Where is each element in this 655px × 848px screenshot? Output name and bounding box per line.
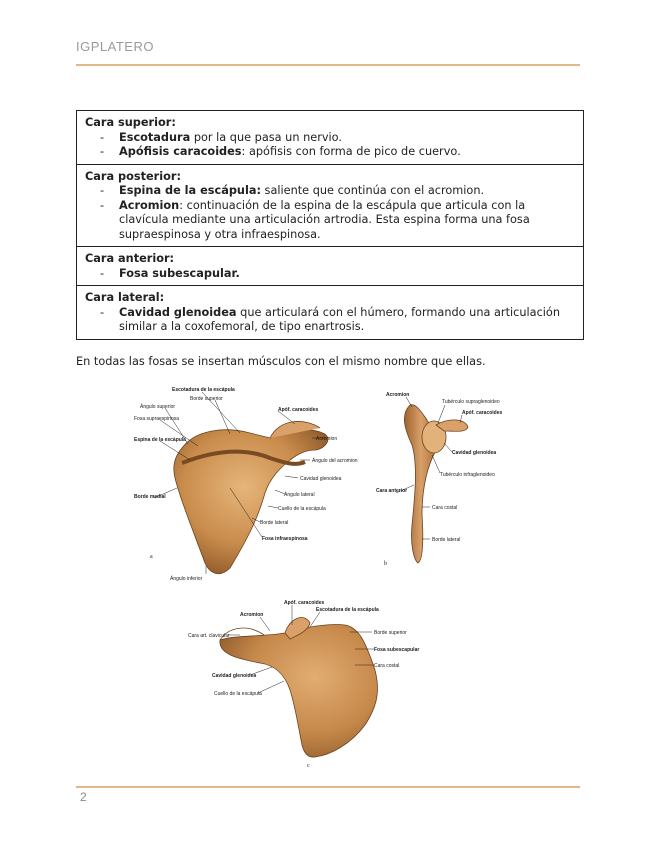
bullet-dash: - xyxy=(99,184,105,197)
label-a-borde-medial: Borde medial xyxy=(134,494,166,500)
label-b-cara-anterior: Cara anterior xyxy=(376,488,408,494)
face-title: Cara superior: xyxy=(85,116,176,129)
face-item xyxy=(85,184,577,199)
bullet-dash: - xyxy=(99,145,105,158)
face-item-description: : continuación de la espina de la escápula que articula con la clavícula mediante una articulación artrodia. Esta espina forma una fosa supraespinosa y otra infraespinosa. xyxy=(119,198,530,241)
bullet-dash: - xyxy=(99,130,105,144)
face-title: Cara lateral: xyxy=(85,291,165,304)
label-a-acromion: Acromion xyxy=(316,436,338,442)
label-b-tuberculo-infra: Tubérculo infraglenoideo xyxy=(440,472,495,478)
label-c-acromion: Acromion xyxy=(240,612,264,618)
intro-paragraph: En todas las fosas se insertan músculos con el mismo nombre que ellas. xyxy=(76,355,486,368)
figure-lateral-view xyxy=(370,385,530,570)
face-cell xyxy=(77,286,584,340)
face-item-description: : apófisis con forma de pico de cuervo. xyxy=(241,145,461,158)
label-a-angulo-lateral: Ángulo lateral xyxy=(284,492,315,498)
label-a-angulo-acromion: Ángulo del acromion xyxy=(312,458,358,464)
document-header-title: IGPLATERO xyxy=(76,39,154,54)
face-cell xyxy=(77,247,584,286)
face-item-term: Cavidad glenoidea xyxy=(119,305,237,319)
label-b-cavidad-glenoidea: Cavidad glenoidea xyxy=(452,450,497,456)
bullet-dash: - xyxy=(99,198,105,212)
face-item-description: saliente que continúa con el acromion. xyxy=(260,184,485,197)
figure-posterior-view xyxy=(120,378,365,583)
face-row xyxy=(77,286,584,340)
label-b-acromion: Acromion xyxy=(386,392,410,398)
label-a-fosa-supra: Fosa supraespinosa xyxy=(134,416,180,422)
face-title: Cara posterior: xyxy=(85,169,181,183)
label-a-cavidad-glenoidea: Cavidad glenoidea xyxy=(300,476,342,482)
label-c-cara-articular: Cara art. clavicular xyxy=(188,633,230,639)
face-item xyxy=(85,145,577,160)
label-b-apof-caracoides: Apóf. caracoides xyxy=(462,410,503,416)
label-a-angulo-superior: Ángulo superior xyxy=(140,404,176,410)
face-title: Cara anterior: xyxy=(85,252,175,265)
label-b-borde-lateral: Borde lateral xyxy=(432,537,461,543)
face-item-term: Escotadura xyxy=(119,130,191,144)
label-c-cara-costal: Cara costal xyxy=(374,663,400,669)
face-item xyxy=(85,131,577,146)
label-a-cuello: Cuello de la escápula xyxy=(278,506,326,512)
scapula-faces-table xyxy=(76,110,584,340)
face-item xyxy=(85,199,577,243)
face-item-term: Espina de la escápula: xyxy=(119,184,261,197)
face-cell xyxy=(77,164,584,247)
face-item xyxy=(85,267,577,282)
header-rule xyxy=(76,64,580,66)
label-c-cuello: Cuello de la escápula xyxy=(214,691,262,697)
label-b-tuberculo-supra: Tubérculo supraglenoideo xyxy=(442,399,500,405)
bullet-dash: - xyxy=(99,266,105,280)
figure-anterior-view xyxy=(180,595,430,770)
face-item-description: por la que pasa un nervio. xyxy=(190,130,342,144)
label-c-escotadura: Escotadura de la escápula xyxy=(316,607,379,613)
figure-c-letter: c xyxy=(307,763,310,769)
face-row xyxy=(77,164,584,247)
face-item-term: Fosa subescapular. xyxy=(119,266,240,280)
label-c-fosa-subescapular: Fosa subescapular xyxy=(374,647,420,653)
label-c-apof-caracoides: Apóf. caracoides xyxy=(284,600,325,606)
face-item-term: Acromion xyxy=(119,198,180,212)
face-item xyxy=(85,306,577,335)
figure-b-letter: b xyxy=(384,561,387,567)
label-b-cara-costal: Cara costal xyxy=(432,505,458,511)
label-a-borde-superior: Borde superior xyxy=(190,396,223,402)
label-a-escotadura: Escotadura de la escápula xyxy=(172,387,235,393)
label-c-cavidad-glenoidea: Cavidad glenoidea xyxy=(212,673,257,679)
face-row xyxy=(77,111,584,165)
bullet-dash: - xyxy=(99,305,105,319)
figure-a-letter: a xyxy=(150,554,153,560)
face-row xyxy=(77,247,584,286)
label-a-angulo-inferior: Ángulo inferior xyxy=(170,576,203,582)
face-cell xyxy=(77,111,584,165)
label-a-fosa-infra: Fosa infraespinosa xyxy=(262,536,308,542)
page-number: 2 xyxy=(80,790,87,804)
footer-rule xyxy=(76,786,580,788)
face-item-description: que articulará con el húmero, formando una articulación similar a la coxofemoral, de tipo enartrosis. xyxy=(119,305,560,333)
label-a-apof-caracoides: Apóf. caracoides xyxy=(278,407,319,413)
label-a-espina: Espina de la escápula xyxy=(134,437,186,443)
label-c-borde-superior: Borde superior xyxy=(374,630,407,636)
label-a-borde-lateral: Borde lateral xyxy=(260,520,289,526)
face-item-term: Apófisis caracoides xyxy=(119,145,242,158)
